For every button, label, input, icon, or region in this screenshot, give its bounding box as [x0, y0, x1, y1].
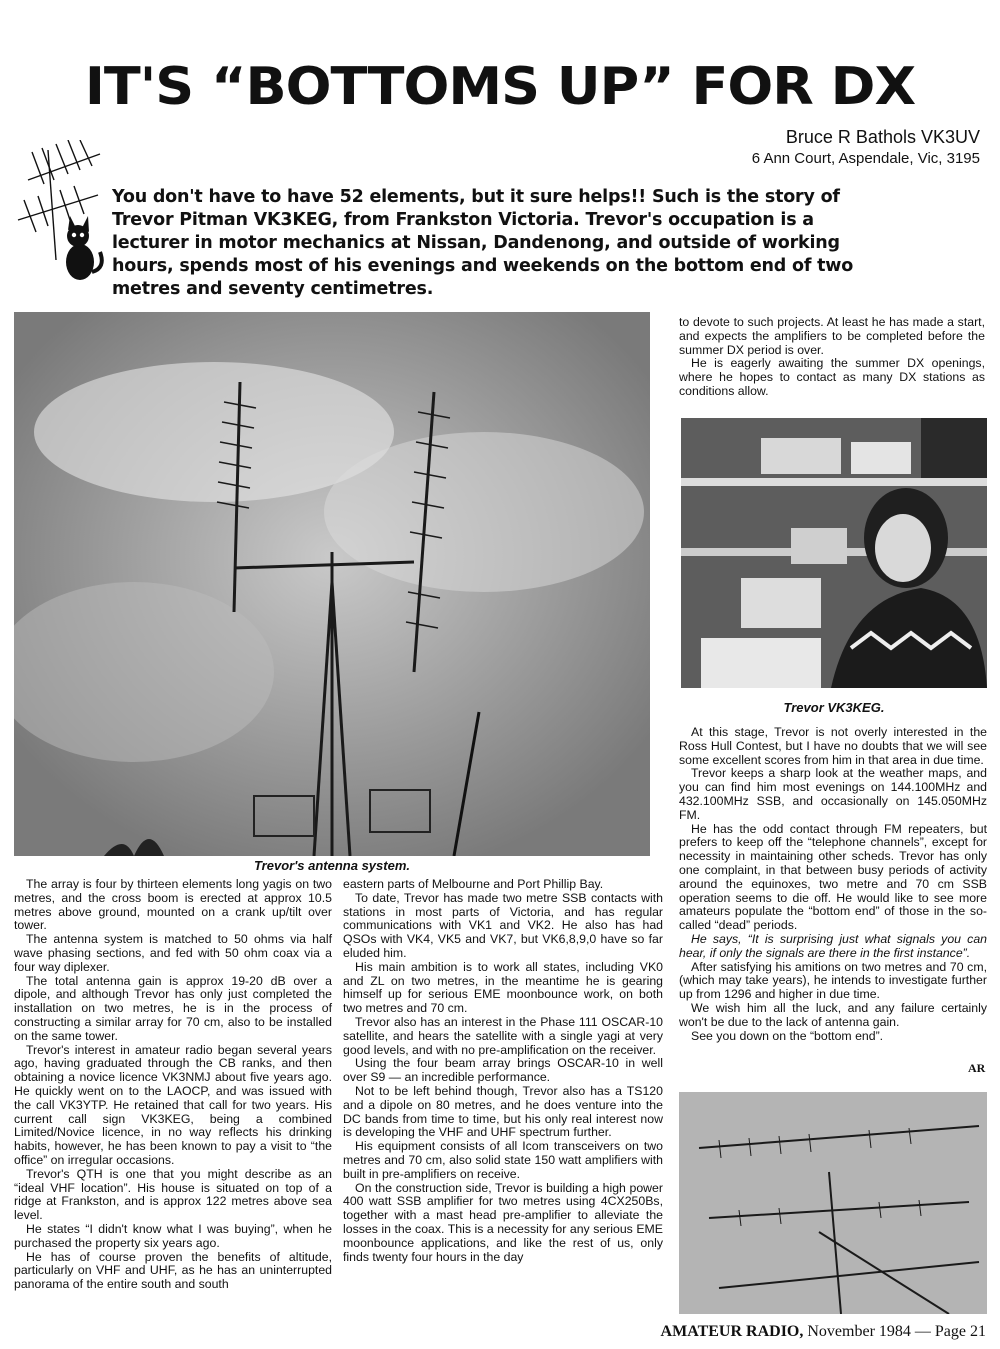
- column-2: [343, 878, 663, 1264]
- page-footer: [661, 1323, 986, 1341]
- antenna-photo: [14, 312, 650, 856]
- author-name: Bruce R Bathols VK3UV: [785, 127, 980, 147]
- paragraph: Not to be left behind though, Trevor also has a TS120 and a dipole on 80 metres, and he does venture into the DC bands from time to time, but his only real interest now is developing the VHF and UHF spectrum further.: [343, 1083, 663, 1140]
- paragraph: Trevor's QTH is one that you might describe as an “ideal VHF location”. His house is situated on top of a ridge at Frankston, and is approx 122 metres above sea level.: [14, 1166, 332, 1223]
- antenna-photo-caption: Trevor's antenna system.: [253, 858, 411, 873]
- paragraph: Trevor keeps a sharp look at the weather maps, and you can find him most evenings on 144.100MHz and 432.100MHz SSB, and occasionally on 145.050MHz FM.: [679, 766, 987, 822]
- author-address: 6 Ann Court, Aspendale, Vic, 3195: [751, 150, 980, 167]
- paragraph: He has the odd contact through FM repeaters, but prefers to keep off the “telephone channels”, except for necessity in maintaining other scheds. Trevor has only one complaint, in that between busy periods of activity around the equinoxes, two metre and 70 cm SSB operation seems to die off. He would like to see more amateurs populate the “bottom end” of those in the so-called “dead” periods.: [679, 821, 987, 933]
- column-1: [14, 878, 332, 1292]
- paragraph: To date, Trevor has made two metre SSB contacts with stations in most parts of Victoria, and has regular communications with VK1 and VK2. He also has had QSOs with VK4, VK5 and VK7, but VK6,8,9,0 have so far eluded him.: [343, 890, 663, 960]
- trevor-photo: [681, 418, 987, 688]
- paragraph: He has of course proven the benefits of altitude, particularly on VHF and UHF, as he has an uninterrupted panorama of the entire south and south: [14, 1249, 332, 1292]
- paragraph: See you down on the “bottom end”.: [691, 1028, 884, 1043]
- paragraph: He says, “It is surprising just what signals you can hear, if only the signals are there in the first instance”.: [679, 931, 987, 960]
- yagi-photo: [679, 1092, 987, 1314]
- cat-icon: [66, 216, 102, 280]
- paragraph: On the construction side, Trevor is building a high power 400 watt SSB amplifier for two metres using 4CX250Bs, together with a mast head pre-amplifier to alleviate the losses in the coax. This is a necessity for any serious EME moonbounce applications, and like the rest of us, only finds twenty four hours in the day: [343, 1180, 663, 1264]
- paragraph: Trevor's interest in amateur radio began several years ago, having graduated through the CB ranks, and then obtaining a novice licence VK3NMJ about five years ago. He quickly went on to the LAOCP, and was issued with the call VK3YTP. He retained that call for two years. His current call sign VK3KEG, being a combined Limited/Novice licence, in no way reflects his drinking habits, however, he has been known to pay a visit to “the office” on irregular occasions.: [14, 1042, 332, 1167]
- paragraph: The total antenna gain is approx 19-20 dB over a dipole, and although Trevor has only just completed the installation on two metres, he is in the process of constructing a similar array for 70 cm, also to be installed on the same tower.: [14, 973, 332, 1043]
- paragraph: At this stage, Trevor is not overly interested in the Ross Hull Contest, but I have no doubts that we will see some excellent scores from him in that area in due time.: [679, 725, 987, 767]
- paragraph: His main ambition is to work all states, including VK0 and ZL on two metres, in the meantime he is gearing himself up for serious EME moonbounce work, on both two metres and 70 cm.: [343, 959, 663, 1016]
- antenna-cat-illustration: [8, 140, 108, 290]
- paragraph: to devote to such projects. At least he has made a start, and expects the amplifiers to be completed before the summer DX period is over.: [679, 315, 985, 357]
- lead-paragraph: You don't have to have 52 elements, but it sure helps!! Such is the story of Trevor Pitman VK3KEG, from Frankston Victoria. Trevor's occupation is a lecturer in motor mechanics at Nissan, Dandenong, and outside of working hours, spends most of his evenings and weekends on the bottom end of two metres and seventy centimetres.: [112, 187, 854, 299]
- paragraph: The antenna system is matched to 50 ohms via half wave phasing sections, and fed with 50 ohm coax via a four way diplexer.: [14, 932, 332, 974]
- paragraph: Using the four beam array brings OSCAR-10 in well over S9 — an incredible performance.: [343, 1056, 663, 1085]
- paragraph: His equipment consists of all Icom transceivers on two metres and 70 cm, also solid state 150 watt amplifiers with built in pre-amplifiers on receive.: [343, 1139, 663, 1181]
- article-title: IT'S “BOTTOMS UP” FOR DX: [84, 56, 916, 117]
- paragraph: Trevor also has an interest in the Phase 111 OSCAR-10 satellite, and hears the satellite with a single yagi at very good levels, and with no pre-amplification on the receiver.: [343, 1014, 663, 1057]
- column-3-top: [679, 316, 985, 399]
- end-mark: AR: [968, 1061, 986, 1075]
- paragraph: We wish him all the luck, and any failure certainly won't be due to the lack of antenna gain.: [679, 1000, 987, 1029]
- paragraph: The array is four by thirteen elements long yagis on two metres, and the cross boom is erected at approx 10.5 metres above ground, mounted on a crank up/tilt over tower.: [14, 877, 332, 933]
- paragraph: After satisfying his amitions on two metres and 70 cm, (which may take years), he intends to investigate further up from 1296 and higher in due time.: [679, 959, 987, 1002]
- issue-page: November 1984 — Page 21: [807, 1323, 986, 1340]
- trevor-photo-caption: Trevor VK3KEG.: [783, 700, 885, 715]
- paragraph: eastern parts of Melbourne and Port Phillip Bay.: [343, 877, 604, 891]
- magazine-name: AMATEUR RADIO,: [660, 1323, 804, 1340]
- author-block: [752, 126, 980, 170]
- column-3-bottom: [679, 726, 987, 1043]
- paragraph: He is eagerly awaiting the summer DX openings, where he hopes to contact as many DX stations as conditions allow.: [679, 356, 985, 398]
- paragraph: He states “I didn't know what I was buying”, when he purchased the property six years ago.: [14, 1221, 332, 1250]
